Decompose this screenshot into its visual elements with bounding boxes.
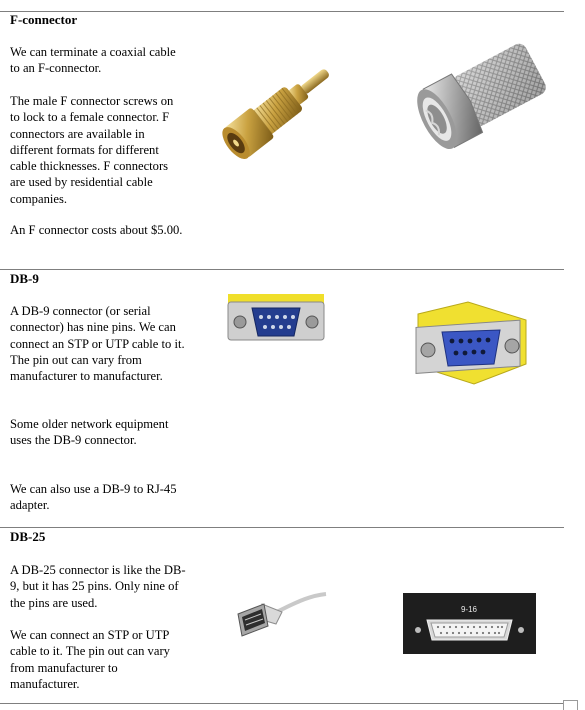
port-label: 9-16 xyxy=(460,605,478,614)
db25-cable-image xyxy=(232,590,328,642)
paragraph: We can connect an STP or UTP cable to it. The pin out can vary from manufacturer to manufacturer. xyxy=(10,628,170,691)
section-title: DB-9 xyxy=(10,271,39,286)
paragraph: An F connector costs about $5.00. xyxy=(10,223,183,237)
table-border xyxy=(0,703,564,704)
paragraph: A DB-25 connector is like the DB-9, but it has 25 pins. Only nine of the pins are used. xyxy=(10,563,186,610)
section-title: F-connector xyxy=(10,12,78,27)
section-title: DB-25 xyxy=(10,529,46,544)
paragraph: We can terminate a coaxial cable to an F-connector. xyxy=(10,45,176,76)
gold-adapter-image xyxy=(205,50,355,170)
table-border xyxy=(0,269,564,270)
paragraph: The male F connector screws on to lock to a female connector. F connectors are available in different formats for different cable thicknesses. F connectors are used by residential cable companies. xyxy=(10,94,174,206)
db9-male-image xyxy=(224,292,328,344)
f-connector-image xyxy=(404,38,554,158)
db9-female-image xyxy=(408,294,532,392)
db25-port-image xyxy=(403,593,536,654)
paragraph: A DB-9 connector (or serial connector) has nine pins. We can connect an STP or UTP cable to it. The pin out can vary from manufacturer to manufacturer. xyxy=(10,304,185,384)
table-border xyxy=(0,527,564,528)
table-border xyxy=(0,11,564,12)
paragraph: Some older network equipment uses the DB-9 connector. xyxy=(10,417,169,448)
paragraph: We can also use a DB-9 to RJ-45 adapter. xyxy=(10,482,177,513)
